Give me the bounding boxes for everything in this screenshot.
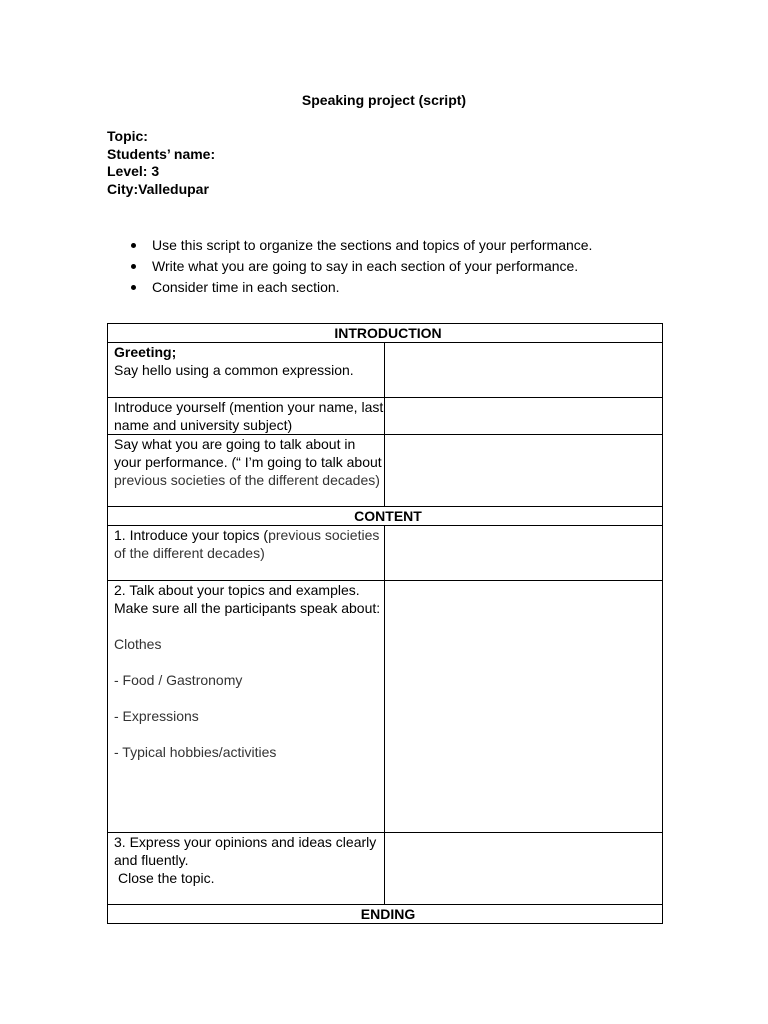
introduce-cell [108,398,385,435]
response-cell[interactable] [385,833,663,905]
content-item2-cell [108,581,385,833]
topic-hobbies: - Typical hobbies/activities [114,744,277,760]
instruction-item: Use this script to organize the sections and topics of your performance. [131,235,592,256]
city-field: City:Valledupar [107,180,209,197]
table-row [108,526,663,581]
response-cell[interactable] [385,581,663,833]
topic-clothes: Clothes [114,636,162,652]
topic-field-label: Topic: [107,128,148,144]
greeting-text: Say hello using a common expression. [114,362,354,378]
table-row [108,435,663,507]
close-topic-text: Close the topic. [118,870,215,886]
ending-header-row [108,905,663,924]
document-fields [107,128,215,198]
topic-expressions: - Expressions [114,708,199,724]
content-item1-cell [108,526,385,581]
table-row [108,398,663,435]
response-cell[interactable] [385,398,663,435]
introduce-text: Introduce yourself (mention your name, last name and university subject) [114,399,384,433]
instruction-item: Write what you are going to say in each section of your performance. [131,256,592,277]
table-row [108,581,663,833]
response-cell[interactable] [385,343,663,398]
talk-about-cell [108,435,385,507]
table-row [108,343,663,398]
topic-food: - Food / Gastronomy [114,672,243,688]
greeting-label: Greeting; [114,344,177,360]
content-header-row [108,507,663,526]
students-name-field-label: Students’ name: [107,145,216,162]
greeting-cell [108,343,385,398]
content-item1-topic: previous societies of the different decades) [114,527,380,561]
talk-about-topic: previous societies of the different decades) [114,472,380,488]
response-cell[interactable] [385,435,663,507]
instructions-list [131,235,592,297]
content-item3-cell [108,833,385,905]
content-header: CONTENT [108,507,663,526]
ending-header: ENDING [108,905,663,924]
content-item3-text: 3. Express your opinions and ideas clearly and fluently. [114,834,377,868]
talk-about-text: Say what you are going to talk about in your performance. (“ I’m going to talk about [114,436,382,470]
script-table [107,323,663,924]
table-row [108,833,663,905]
instruction-item: Consider time in each section. [131,277,592,298]
level-field: Level: 3 [107,163,160,179]
content-item1-text: 1. Introduce your topics ( [114,527,269,543]
introduction-header-row [108,324,663,343]
response-cell[interactable] [385,526,663,581]
introduction-header: INTRODUCTION [108,324,663,343]
content-item2-text: 2. Talk about your topics and examples. Make sure all the participants speak about: [114,582,381,616]
page-title: Speaking project (script) [301,92,467,108]
